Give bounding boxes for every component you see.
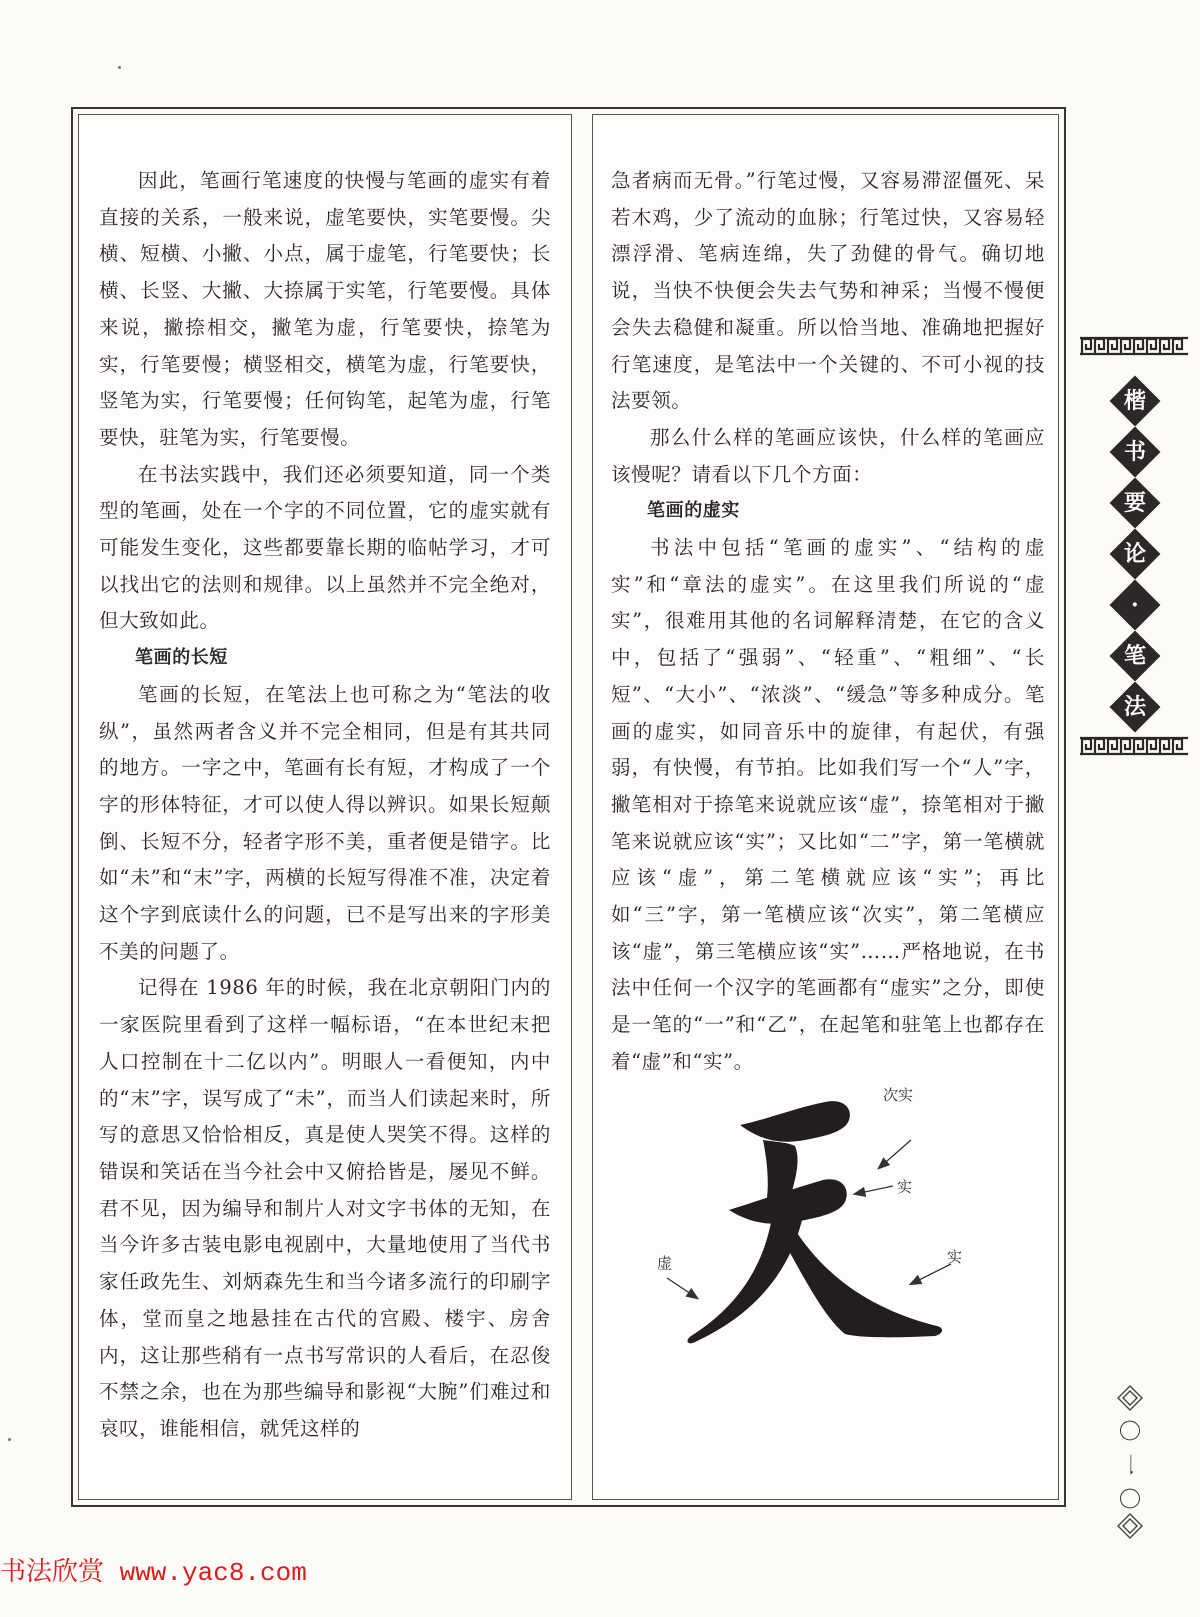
page-digit: 〇 — [1119, 1484, 1141, 1509]
scan-speck — [118, 66, 121, 69]
paragraph: 那么什么样的笔画应该快，什么样的笔画应该慢呢？请看以下几个方面： — [611, 425, 1045, 486]
page-number — [1105, 1385, 1155, 1539]
book-title-vertical — [1080, 375, 1190, 732]
page-digit: 〇 — [1119, 1416, 1141, 1441]
title-diamond: 书 — [1110, 426, 1161, 477]
paragraph: 笔画的长短，在笔法上也可称之为“笔法的收纵”，虽然两者含义并不完全相同，但是有其共同的地方。一字之中，笔画有长有短，才构成了一个字的形体特征，才可以使人得以辨识。如果长短颠倒、长短不分，轻者字形不美，重者便是错字。比如“未”和“末”字，两横的长短写得准不准，决定着这个字到底读什么的问题，已不是写出来的字形美不美的问题了。 — [99, 682, 551, 963]
site-watermark: 书法欣赏 www.yac8.com — [0, 1558, 307, 1588]
double-diamond-ornament-icon — [1117, 1513, 1143, 1539]
paragraph: 急者病而无骨。”行笔过慢，又容易滞涩僵死、呆若木鸡，少了流动的血脉；行笔过快，又容易轻漂浮滑、笔病连绵，失了劲健的骨气。确切地说，当快不快便会失去气势和神采；当慢不慢便会失去稳健和凝重。所以恰当地、准确地把握好行笔速度，是笔法中一个关键的、不可小视的技法要领。 — [611, 169, 1045, 413]
greek-key-border-top-icon — [1080, 335, 1190, 357]
right-column-text — [611, 163, 1045, 1081]
title-diamond: 楷 — [1110, 375, 1161, 426]
label-void: 虚 — [657, 1254, 673, 1272]
title-diamond: 笔 — [1110, 630, 1161, 681]
paragraph: 记得在 1986 年的时候，我在北京朝阳门内的一家医院里看到了这样一幅标语，“在本世纪末把人口控制在十二亿以内”。明眼人一看便知，内中的“末”字，误写成了“未”，而当人们读起来时，所写的意思又恰恰相反，真是使人哭笑不得。这样的错误和笑话在当今社会中又俯拾皆是，屡见不鲜。君不见，因为编导和制片人对文字书体的无知，在当今许多古装电影电视剧中，大量地使用了当代书家任政先生、刘炳森先生和当今诸多流行的印刷字体，堂而皇之地悬挂在古代的宫殿、楼宇、房舍内，这让那些稍有一点书写常识的人看后，在忍俊不禁之余，也在为那些编导和影视“大腕”们难过和哀叹，谁能相信，就凭这样的 — [99, 976, 551, 1440]
calligraphy-figure-tian — [655, 1080, 985, 1380]
page-digit: 一 — [1119, 1450, 1141, 1475]
title-diamond: 法 — [1110, 681, 1161, 732]
book-title-sidebar — [1080, 335, 1190, 765]
paragraph: 在书法实践中，我们还必须要知道，同一个类型的笔画，处在一个字的不同位置，它的虚实就有可能发生变化，这些都要靠长期的临帖学习，才可以找出它的法则和规律。以上虽然并不完全绝对，但大致如此。 — [99, 462, 551, 633]
paragraph: 因此，笔画行笔速度的快慢与笔画的虚实有着直接的关系，一般来说，虚笔要快，实笔要慢。尖横、短横、小撇、小点，属于虚笔，行笔要快；长横、长竖、大撇、大捺属于实笔，行笔要慢。具体来说，撇捺相交，撇笔为虚，行笔要快，捺笔为实，行笔要慢；横竖相交，横笔为虚，行笔要快，竖笔为实，行笔要慢；任何钩笔，起笔为虚，行笔要快，驻笔为实，行笔要慢。 — [99, 169, 551, 449]
calligraphy-character-tian-icon — [655, 1080, 985, 1380]
label-solid-middle: 实 — [897, 1178, 913, 1196]
left-column — [78, 114, 572, 1500]
section-heading-stroke-void-solid: 笔画的虚实 — [647, 500, 740, 522]
section-heading-stroke-length: 笔画的长短 — [135, 647, 228, 669]
greek-key-border-bottom-icon — [1080, 735, 1190, 757]
title-diamond: 要 — [1110, 477, 1161, 528]
title-diamond: 论 — [1110, 528, 1161, 579]
label-secondary-solid: 次实 — [883, 1086, 914, 1104]
title-diamond-separator: · — [1110, 579, 1161, 630]
paragraph: 书法中包括“笔画的虚实”、“结构的虚实”和“章法的虚实”。在这里我们所说的“虚实”，很难用其他的名词解释清楚，在它的含义中，包括了“强弱”、“轻重”、“粗细”、“长短”、“大小”、“浓淡”、“缓急”等多种成分。笔画的虚实，如同音乐中的旋律，有起伏，有强弱，有快慢，有节拍。比如我们写一个“人”字，撇笔相对于捺笔来说就应该“虚”，捺笔相对于撇笔来说就应该“实”；又比如“二”字，第一笔横就应该“虚”，第二笔横就应该“实”；再比如“三”字，第一笔横应该“次实”，第二笔横应该“虚”，第三笔横应该“实”……严格地说，在书法中任何一个汉字的笔画都有“虚实”之分，即使是一笔的“一”和“乙”，在起笔和驻笔上也都存在着“虚”和“实”。 — [611, 536, 1045, 1073]
left-column-text — [99, 163, 551, 1448]
label-solid-right: 实 — [947, 1248, 963, 1266]
scan-speck — [8, 1438, 11, 1441]
double-diamond-ornament-icon — [1117, 1385, 1143, 1411]
